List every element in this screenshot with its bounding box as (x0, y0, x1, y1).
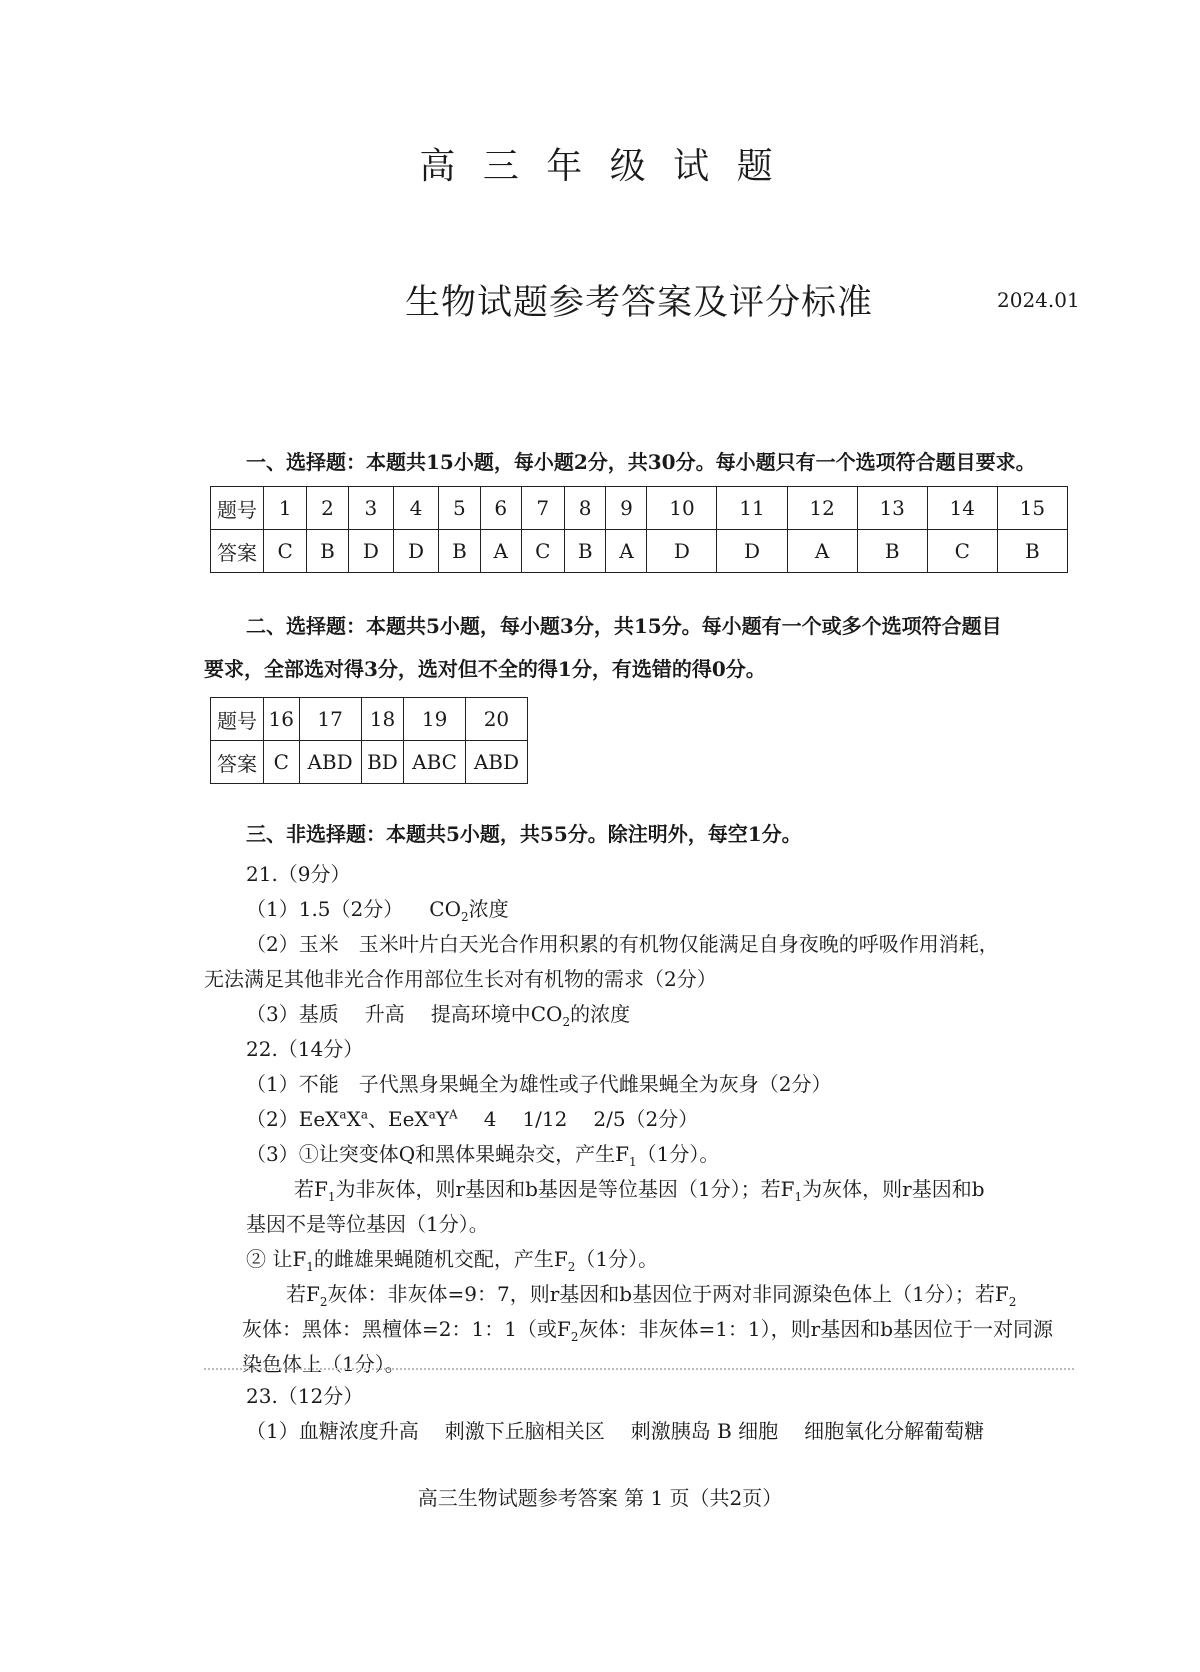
q22-part4 (246, 1243, 658, 1274)
row-label: 题号 (211, 698, 264, 741)
answer-cell: B (307, 530, 349, 573)
text: Y (435, 1107, 450, 1131)
answer-value: 1/12 (522, 1107, 568, 1131)
answer-cell: C (521, 530, 564, 573)
answer-cell: D (647, 530, 717, 573)
q21-part3-b: 升高 (364, 1002, 405, 1026)
page-footer: 高三生物试题参考答案 第 1 页（共2页） (417, 1486, 783, 1510)
answer-value: 2/5（2分） (593, 1107, 699, 1131)
answer-cell: BD (361, 741, 404, 784)
question-number-cell: 9 (606, 487, 647, 530)
text: （3）①让突变体Q和黑体果蝇杂交，产生F (246, 1142, 629, 1166)
text: EeX (387, 1107, 429, 1131)
subscript: 1 (794, 1190, 803, 1204)
q23-part1-b: 刺激下丘脑相关区 (444, 1419, 605, 1443)
section1-heading: 一、选择题：本题共15小题，每小题2分，共30分。每小题只有一个选项符合题目要求。 (246, 450, 1036, 474)
answer-value: 4 (483, 1107, 497, 1131)
q22-title: 22.（14分） (246, 1037, 364, 1061)
question-number-cell: 14 (927, 487, 997, 530)
q21-part2-line2: 无法满足其他非光合作用部位生长对有机物的需求（2分） (204, 967, 717, 991)
subscript: 2 (567, 1260, 576, 1274)
q22-part5-line2 (242, 1313, 1053, 1344)
answer-cell: B (564, 530, 606, 573)
subscript: 1 (306, 1260, 314, 1274)
text: EeX (298, 1107, 340, 1131)
superscript: a (339, 1107, 347, 1122)
text: 的雌雄果蝇随机交配，产生F (313, 1247, 568, 1271)
question-number-cell: 6 (480, 487, 521, 530)
text: 灰体：非灰体=9：7，则r基因和b基因位于两对非同源染色体上（1分）；若F (327, 1282, 1009, 1306)
subscript: 2 (1008, 1295, 1017, 1309)
section1-answer-table (210, 486, 1068, 573)
q23-title: 23.（12分） (246, 1384, 364, 1408)
q22-part1: （1）不能 子代黑身果蝇全为雄性或子代雌果蝇全为灰身（2分） (246, 1072, 832, 1096)
text: （2） (246, 1107, 299, 1131)
question-number-cell: 10 (647, 487, 717, 530)
text: （1分）。 (636, 1142, 720, 1166)
divider (204, 1368, 1074, 1370)
answer-cell: B (439, 530, 481, 573)
question-number-cell: 4 (393, 487, 438, 530)
question-number-cell: 11 (717, 487, 787, 530)
subscript: 1 (327, 1190, 336, 1204)
answer-cell: ABC (404, 741, 466, 784)
table-row-answers (211, 530, 1068, 573)
table-row-numbers (211, 487, 1068, 530)
q21-part1 (246, 893, 509, 924)
question-number-cell: 3 (348, 487, 393, 530)
question-number-cell: 18 (361, 698, 404, 741)
question-number-cell: 13 (857, 487, 927, 530)
subscript: 1 (629, 1155, 637, 1169)
row-label: 题号 (211, 487, 264, 530)
table-row-numbers (211, 698, 528, 741)
text: 若F (286, 1282, 320, 1306)
exam-title: 高 三 年 级 试 题 (419, 146, 781, 187)
q22-part3-line2 (294, 1173, 985, 1204)
subscript: 2 (319, 1295, 328, 1309)
subject-title: 生物试题参考答案及评分标准 (405, 283, 874, 323)
question-number-cell: 5 (439, 487, 481, 530)
separator: 、 (367, 1107, 388, 1131)
text: 的浓度 (570, 1002, 631, 1026)
answer-cell: A (480, 530, 521, 573)
q21-part3-a: （3）基质 (246, 1002, 339, 1026)
answer-cell: ABD (299, 741, 361, 784)
answer-cell: ABD (465, 741, 527, 784)
genotype-2 (388, 1107, 458, 1131)
text: 若F (294, 1177, 328, 1201)
answer-cell: C (264, 741, 300, 784)
text: 灰体：非灰体=1：1），则r基因和b基因位于一对同源 (578, 1317, 1054, 1341)
answer-cell: B (857, 530, 927, 573)
q23-part1 (246, 1415, 984, 1444)
q22-part5-line1 (286, 1278, 1016, 1309)
q21-part1-b (429, 897, 509, 924)
row-label: 答案 (211, 530, 264, 573)
answer-cell: D (348, 530, 393, 573)
subscript: 2 (570, 1330, 579, 1344)
question-number-cell: 2 (307, 487, 349, 530)
subscript: 2 (562, 1015, 571, 1029)
answer-cell: C (927, 530, 997, 573)
question-number-cell: 17 (299, 698, 361, 741)
question-number-cell: 8 (564, 487, 606, 530)
answer-cell: A (606, 530, 647, 573)
q23-part1-a: （1）血糖浓度升高 (246, 1419, 419, 1443)
q22-part3-line1 (246, 1138, 719, 1169)
question-number-cell: 1 (264, 487, 307, 530)
answer-cell: C (264, 530, 307, 573)
text: 提高环境中CO (430, 1002, 563, 1026)
q21-part3-c (430, 1002, 631, 1029)
q23-part1-d: 细胞氧化分解葡萄糖 (804, 1419, 985, 1443)
q23-part1-c: 刺激胰岛 B 细胞 (630, 1419, 779, 1443)
question-number-cell: 20 (465, 698, 527, 741)
table-row-answers (211, 741, 528, 784)
q21-part2-line1: （2）玉米 玉米叶片白天光合作用积累的有机物仅能满足自身夜晚的呼吸作用消耗， (246, 932, 999, 956)
q22-part2 (246, 1103, 698, 1132)
text: CO (429, 897, 461, 921)
genotype-1 (299, 1107, 368, 1131)
section3-heading: 三、非选择题：本题共5小题，共55分。除注明外，每空1分。 (246, 822, 802, 846)
answer-cell: A (787, 530, 857, 573)
text: 为灰体，则r基因和b (802, 1177, 985, 1201)
question-number-cell: 15 (997, 487, 1067, 530)
answer-cell: D (393, 530, 438, 573)
section2-heading-line1: 二、选择题：本题共5小题，每小题3分，共15分。每小题有一个或多个选项符合题目 (246, 614, 1002, 638)
q22-part5-line3: 染色体上（1分）。 (242, 1352, 405, 1376)
answer-cell: B (997, 530, 1067, 573)
q21-title: 21.（9分） (246, 862, 351, 886)
q21-part3 (246, 998, 630, 1029)
section2-answer-table (210, 697, 528, 784)
superscript: a (428, 1107, 436, 1122)
subscript: 2 (460, 910, 469, 924)
question-number-cell: 19 (404, 698, 466, 741)
text: 浓度 (468, 897, 509, 921)
text: X (346, 1107, 361, 1131)
question-number-cell: 7 (521, 487, 564, 530)
q22-part3-line3: 基因不是等位基因（1分）。 (246, 1212, 489, 1236)
answer-cell: D (717, 530, 787, 573)
superscript: a (360, 1107, 368, 1122)
text: （1分）。 (575, 1247, 659, 1271)
superscript: A (449, 1107, 458, 1122)
question-number-cell: 16 (264, 698, 300, 741)
question-number-cell: 12 (787, 487, 857, 530)
text: 为非灰体，则r基因和b基因是等位基因（1分）；若F (335, 1177, 795, 1201)
text: 灰体：黑体：黑檀体=2：1：1（或F (242, 1317, 571, 1341)
row-label: 答案 (211, 741, 264, 784)
q21-part1-a: （1）1.5（2分） (246, 897, 404, 921)
section2-heading-line2: 要求，全部选对得3分，选对但不全的得1分，有选错的得0分。 (204, 657, 766, 681)
text: ② 让F (246, 1247, 307, 1271)
exam-date: 2024.01 (997, 288, 1080, 312)
